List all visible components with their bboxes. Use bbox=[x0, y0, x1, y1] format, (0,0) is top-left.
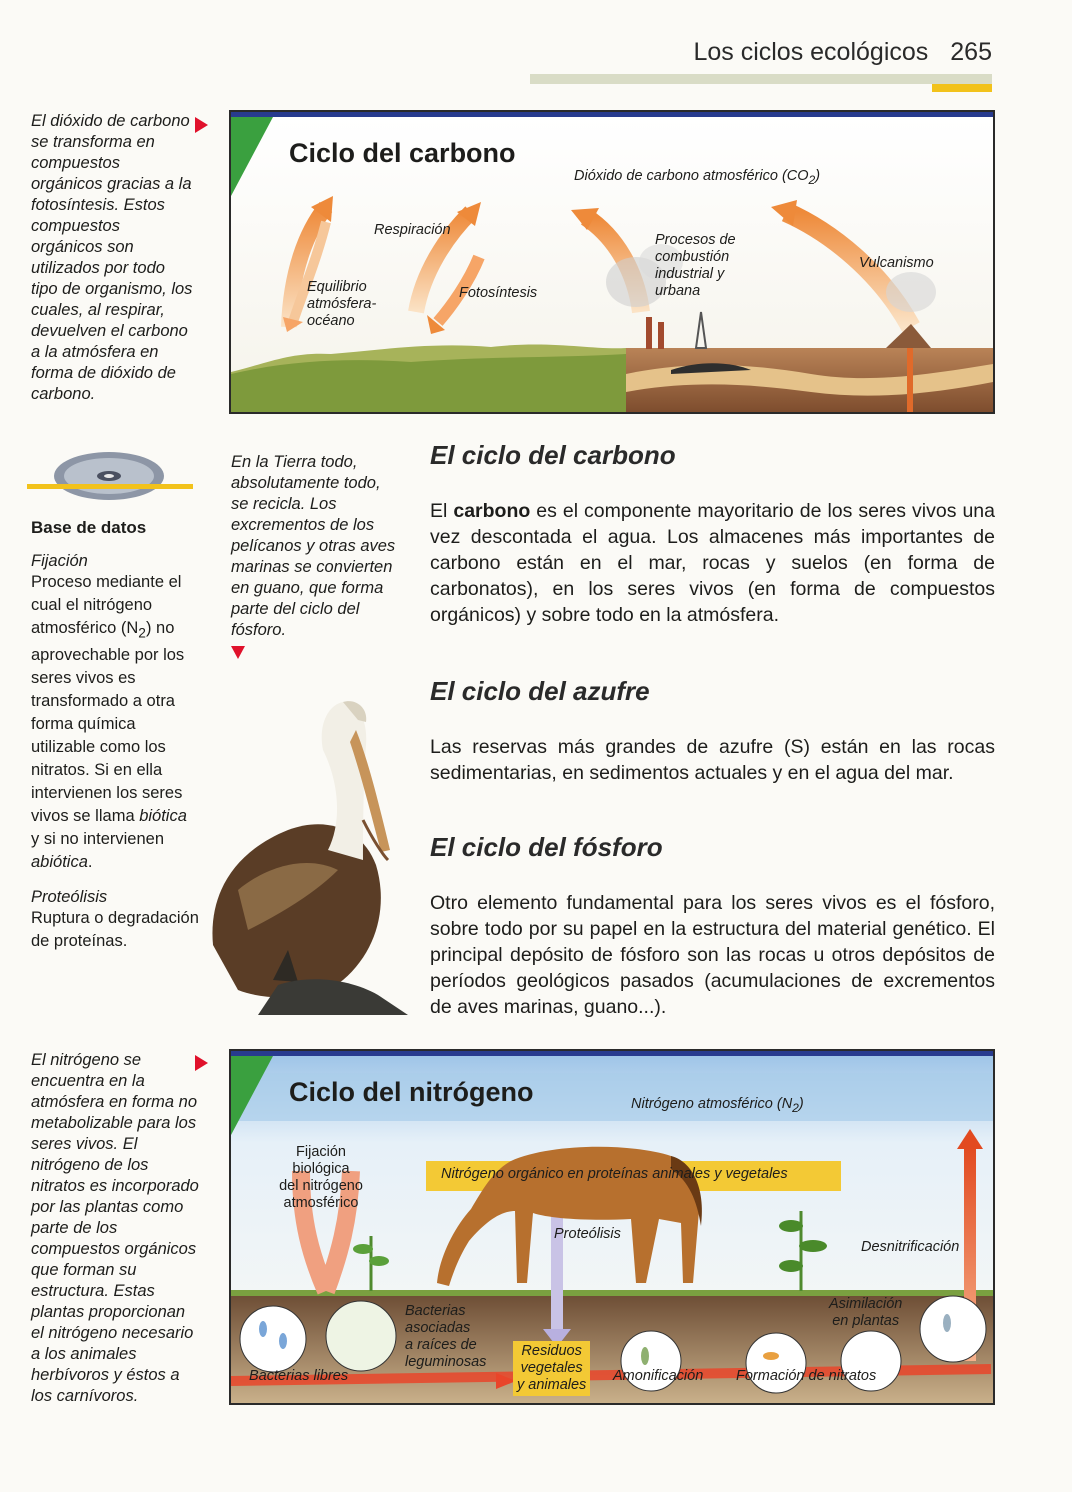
database-title: Base de datos bbox=[31, 518, 147, 537]
label-desnitrificacion: Desnitrificación bbox=[861, 1239, 960, 1255]
nitrogen-cycle-figure bbox=[229, 1049, 995, 1405]
label-co2: Dióxido de carbono atmosférico $(CO_2)$ bbox=[574, 168, 821, 187]
term-proteolisis: Proteólisis bbox=[31, 888, 108, 907]
pelican-illustration bbox=[178, 690, 418, 1015]
label-bacterias-libres: Bacterias libres bbox=[249, 1368, 349, 1384]
term-fijacion: Fijación bbox=[31, 552, 88, 570]
chapter-title: Los ciclos ecológicos bbox=[693, 38, 929, 66]
nitrogen-figure-title: Ciclo del nitrógeno bbox=[289, 1077, 534, 1107]
running-head bbox=[693, 38, 992, 67]
arrow-right-icon bbox=[195, 1055, 208, 1071]
note-carbon: El dióxido de carbono se transforma en compuestos orgánicos gracias a la fotosíntesis. Estos compuestos orgánicos son utilizados por todo tipo de organismo, los cuales, al respirar, devuelven el carbono a la atmósfera en forma de dióxido de carbono. bbox=[31, 112, 193, 403]
label-fijacion: Fijación biológica del nitrógeno atmosférico bbox=[279, 1144, 363, 1211]
header-rule bbox=[530, 74, 992, 84]
carbon-cycle-figure bbox=[229, 110, 995, 414]
database-rule bbox=[27, 484, 193, 489]
note-nitrogen: El nitrógeno se encuentra en la atmósfera en forma no metabolizable para los seres vivos. El nitrógeno de los nitratos es incorporado por las plantas como parte de los compuestos orgánicos que forman su estructura. Estas plantas proporcionan el nitrógeno necesario a los animales herbívoros y éstos a los carnívoros. bbox=[31, 1051, 199, 1405]
label-amonificacion: Amonificación bbox=[613, 1368, 704, 1384]
carbon-figure-title: Ciclo del carbono bbox=[289, 138, 516, 168]
label-respiracion: Respiración bbox=[374, 222, 451, 238]
text-phosphorus: Otro elemento fundamental para los seres vivos es el fósforo, sobre todo por su papel en la estructura del material genético. El principal depósito de fósforo son las rocas u otros depósitos de períodos geológicos pasados (acumulaciones de excrementos de aves marinas, guano...). bbox=[430, 892, 995, 1018]
arrow-down-icon bbox=[231, 646, 245, 659]
heading-sulfur: El ciclo del azufre bbox=[430, 676, 650, 706]
note-recycle: En la Tierra todo, absolutamente todo, se recicla. Los excrementos de los pelícanos y otras aves marinas se convierten en guano, que forma parte del ciclo del fósforo. bbox=[231, 453, 396, 639]
label-residuos: Residuos vegetales y animales bbox=[513, 1341, 590, 1396]
text-sulfur: Las reservas más grandes de azufre (S) están en las rocas sedimentarias, en sedimentos actuales y en el agua del mar. bbox=[430, 736, 995, 784]
label-nitrogeno-organico: Nitrógeno orgánico en proteínas animales y vegetales bbox=[441, 1166, 788, 1182]
label-vulcanismo: Vulcanismo bbox=[859, 255, 934, 271]
header-accent bbox=[932, 84, 992, 92]
page-number: 265 bbox=[950, 38, 992, 66]
heading-carbon: El ciclo del carbono bbox=[430, 440, 676, 470]
def-fijacion: Proceso mediante el cual el nitrógeno atmosférico $(N_2)$ no aprovechable por los seres vivos es transformado a otra forma química utilizable como los nitratos. Si en ella intervienen los seres vivos se llama biótica y si no intervienen abiótica. bbox=[31, 573, 187, 872]
label-proteolisis: Proteólisis bbox=[554, 1226, 621, 1242]
label-equilibrio: Equilibrio atmósfera- océano bbox=[307, 279, 377, 329]
text-carbon: El carbono es el componente mayoritario de los seres vivos una vez descontada el agua. Los almacenes más importantes de carbono están en el mar, rocas y suelos (en forma de carbonatos), en los seres vivos (en forma de compuestos orgánicos) y sobre todo en la atmósfera. bbox=[430, 500, 995, 626]
label-asimilacion: Asimilación en plantas bbox=[829, 1296, 903, 1329]
heading-phosphorus: El ciclo del fósforo bbox=[430, 832, 663, 862]
def-proteolisis: Ruptura o degradación de proteínas. bbox=[31, 909, 199, 951]
label-formacion-nitratos: Formación de nitratos bbox=[736, 1368, 877, 1384]
label-bacterias-asociadas: Bacterias asociadas a raíces de leguminosas bbox=[405, 1303, 487, 1370]
arrow-right-icon bbox=[195, 117, 208, 133]
cd-disc-icon bbox=[52, 448, 166, 504]
label-n2: Nitrógeno atmosférico $(N_2)$ bbox=[631, 1096, 804, 1115]
label-fotosintesis: Fotosíntesis bbox=[459, 285, 538, 301]
database-content bbox=[31, 552, 199, 953]
label-procesos: Procesos de combustión industrial y urbana bbox=[655, 232, 736, 299]
